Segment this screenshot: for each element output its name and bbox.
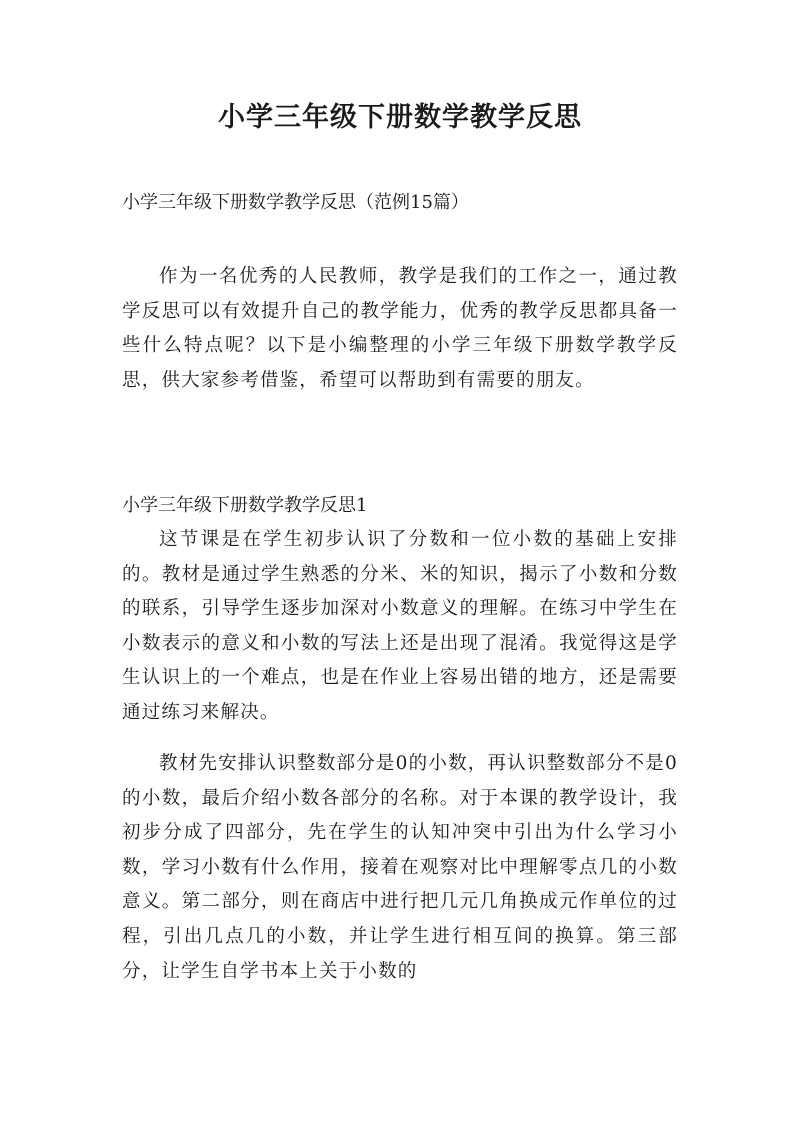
section-heading: 小学三年级下册数学教学反思1 (122, 495, 368, 516)
document-title: 小学三年级下册数学教学反思 (218, 102, 582, 133)
body-paragraph: 教材先安排认识整数部分是0的小数，再认识整数部分不是0的小数，最后介绍小数各部分的名称。对于本课的教学设计，我初步分成了四部分，先在学生的认知冲突中引出为什么学习小数，学习小数有什么作用，接着在观察对比中理解零点几的小数意义。第二部分，则在商店中进行把几元几角换成元作单位的过程，引出几点几的小数，并让学生进行相互间的换算。第三部分，让学生自学书本上关于小数的 (122, 753, 678, 982)
body-paragraph: 这节课是在学生初步认识了分数和一位小数的基础上安排的。教材是通过学生熟悉的分米、米的知识，揭示了小数和分数的联系，引导学生逐步加深对小数意义的理解。在练习中学生在小数表示的意义和小数的写法上还是出现了混淆。我觉得这是学生认识上的一个难点，也是在作业上容易出错的地方，还是需要通过练习来解决。 (122, 529, 678, 723)
intro-paragraph: 作为一名优秀的人民教师，教学是我们的工作之一，通过教学反思可以有效提升自己的教学能力，优秀的教学反思都具备一些什么特点呢？以下是小编整理的小学三年级下册数学教学反思，供大家参考借鉴，希望可以帮助到有需要的朋友。 (122, 266, 678, 391)
document-subtitle: 小学三年级下册数学教学反思（范例15篇） (122, 192, 469, 213)
